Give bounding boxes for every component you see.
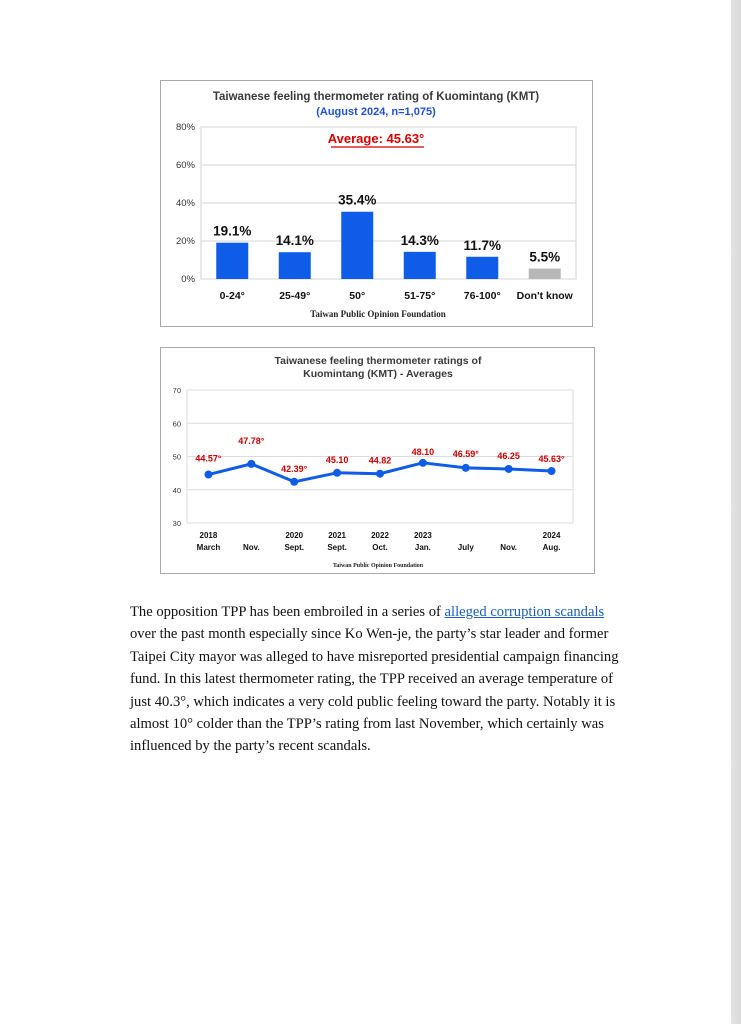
- page-right-edge: [731, 0, 741, 1024]
- x-tick-year: 2022: [371, 531, 389, 540]
- bar: [341, 212, 373, 279]
- y-tick-label: 60%: [175, 160, 195, 171]
- data-point-label: 46.59°: [452, 448, 479, 459]
- average-annotation: Average: 45.63°: [327, 131, 425, 146]
- x-tick-label: Don't know: [516, 290, 573, 302]
- x-tick-period: Sept.: [284, 543, 305, 552]
- bar: [404, 252, 436, 279]
- x-tick-period: Nov.: [500, 543, 518, 552]
- data-point: [290, 478, 298, 486]
- chart-source: Taiwan Public Opinion Foundation: [310, 309, 446, 319]
- data-point: [247, 460, 255, 468]
- y-tick-label: 20%: [175, 236, 195, 247]
- y-tick-label: 50: [172, 452, 181, 462]
- data-point-label: 48.10: [411, 446, 435, 457]
- x-tick-label: 76-100°: [463, 290, 501, 302]
- chart-title: Taiwanese feeling thermometer rating of Kuomintang (KMT): [212, 91, 540, 103]
- chart-subtitle: (August 2024, n=1,075): [316, 106, 436, 118]
- data-point: [548, 467, 556, 475]
- data-point-label: 42.39°: [281, 463, 308, 474]
- x-tick-period: July: [457, 543, 474, 552]
- bar-value-label: 19.1%: [213, 223, 252, 239]
- article-text-before-link: The opposition TPP has been embroiled in a series of: [130, 604, 445, 620]
- bar-value-label: 5.5%: [529, 249, 561, 265]
- x-tick-year: 2023: [413, 531, 432, 540]
- x-tick-period: Oct.: [372, 543, 388, 552]
- kmt-rating-distribution-chart: [160, 80, 593, 327]
- article-text-after-link: over the past month especially since Ko Wen-je, the party’s star leader and former Taipei City mayor was alleged to have misreported presidential campaign financing fund. In this latest thermometer rating, the TPP received an average temperature of just 40.3°, which indicates a very cold public feeling toward the party. Notably it is almost 10° colder than the TPP’s rating from last November, which certainly was influenced by the party’s recent scandals.: [130, 626, 619, 755]
- line-chart-svg: [161, 348, 594, 573]
- data-point-label: 44.57°: [195, 453, 222, 464]
- data-point-label: 46.25: [497, 450, 520, 461]
- bar: [466, 257, 498, 279]
- chart-title-line: Taiwanese feeling thermometer ratings of: [274, 355, 482, 367]
- x-tick-period: Aug.: [542, 543, 561, 552]
- x-tick-label: 0-24°: [219, 290, 245, 302]
- y-tick-label: 40%: [175, 198, 195, 209]
- article-paragraph: [130, 601, 630, 758]
- bar-value-label: 35.4%: [338, 192, 377, 208]
- bar-value-label: 11.7%: [463, 237, 502, 253]
- y-tick-label: 40: [172, 485, 181, 495]
- bar-value-label: 14.1%: [275, 233, 314, 249]
- data-point: [505, 465, 513, 473]
- data-point-label: 45.10: [325, 454, 349, 465]
- x-tick-label: 51-75°: [404, 290, 436, 302]
- y-tick-label: 60: [172, 419, 181, 429]
- x-tick-label: 25-49°: [279, 290, 311, 302]
- corruption-scandals-link[interactable]: alleged corruption scandals: [444, 604, 605, 620]
- data-point-label: 45.63°: [538, 454, 565, 465]
- chart-title-line: Kuomintang (KMT) - Averages: [303, 368, 453, 380]
- data-point-label: 47.78°: [238, 435, 265, 446]
- bar-value-label: 14.3%: [400, 232, 439, 248]
- kmt-rating-averages-chart: [160, 347, 595, 574]
- data-point-label: 44.82: [368, 455, 392, 466]
- x-tick-label: 50°: [349, 290, 366, 302]
- bar: [216, 243, 248, 279]
- bar: [279, 252, 311, 279]
- x-tick-year: 2021: [328, 531, 347, 540]
- x-tick-year: 2020: [285, 531, 304, 540]
- x-tick-period: March: [196, 543, 221, 552]
- chart-source: Taiwan Public Opinion Foundation: [332, 563, 424, 569]
- x-tick-year: 2018: [199, 531, 218, 540]
- bar-chart-svg: [161, 81, 592, 326]
- x-tick-period: Jan.: [414, 543, 431, 552]
- data-point: [462, 464, 470, 472]
- x-tick-period: Nov.: [242, 543, 260, 552]
- data-point: [204, 471, 212, 479]
- x-tick-year: 2024: [542, 531, 561, 540]
- y-tick-label: 0%: [181, 274, 195, 285]
- data-point: [419, 459, 427, 467]
- data-point: [333, 469, 341, 477]
- y-tick-label: 80%: [175, 122, 195, 133]
- bar: [529, 269, 561, 279]
- y-tick-label: 30: [172, 519, 181, 528]
- x-tick-period: Sept.: [327, 543, 347, 552]
- y-tick-label: 70: [172, 386, 181, 395]
- data-point: [376, 470, 384, 478]
